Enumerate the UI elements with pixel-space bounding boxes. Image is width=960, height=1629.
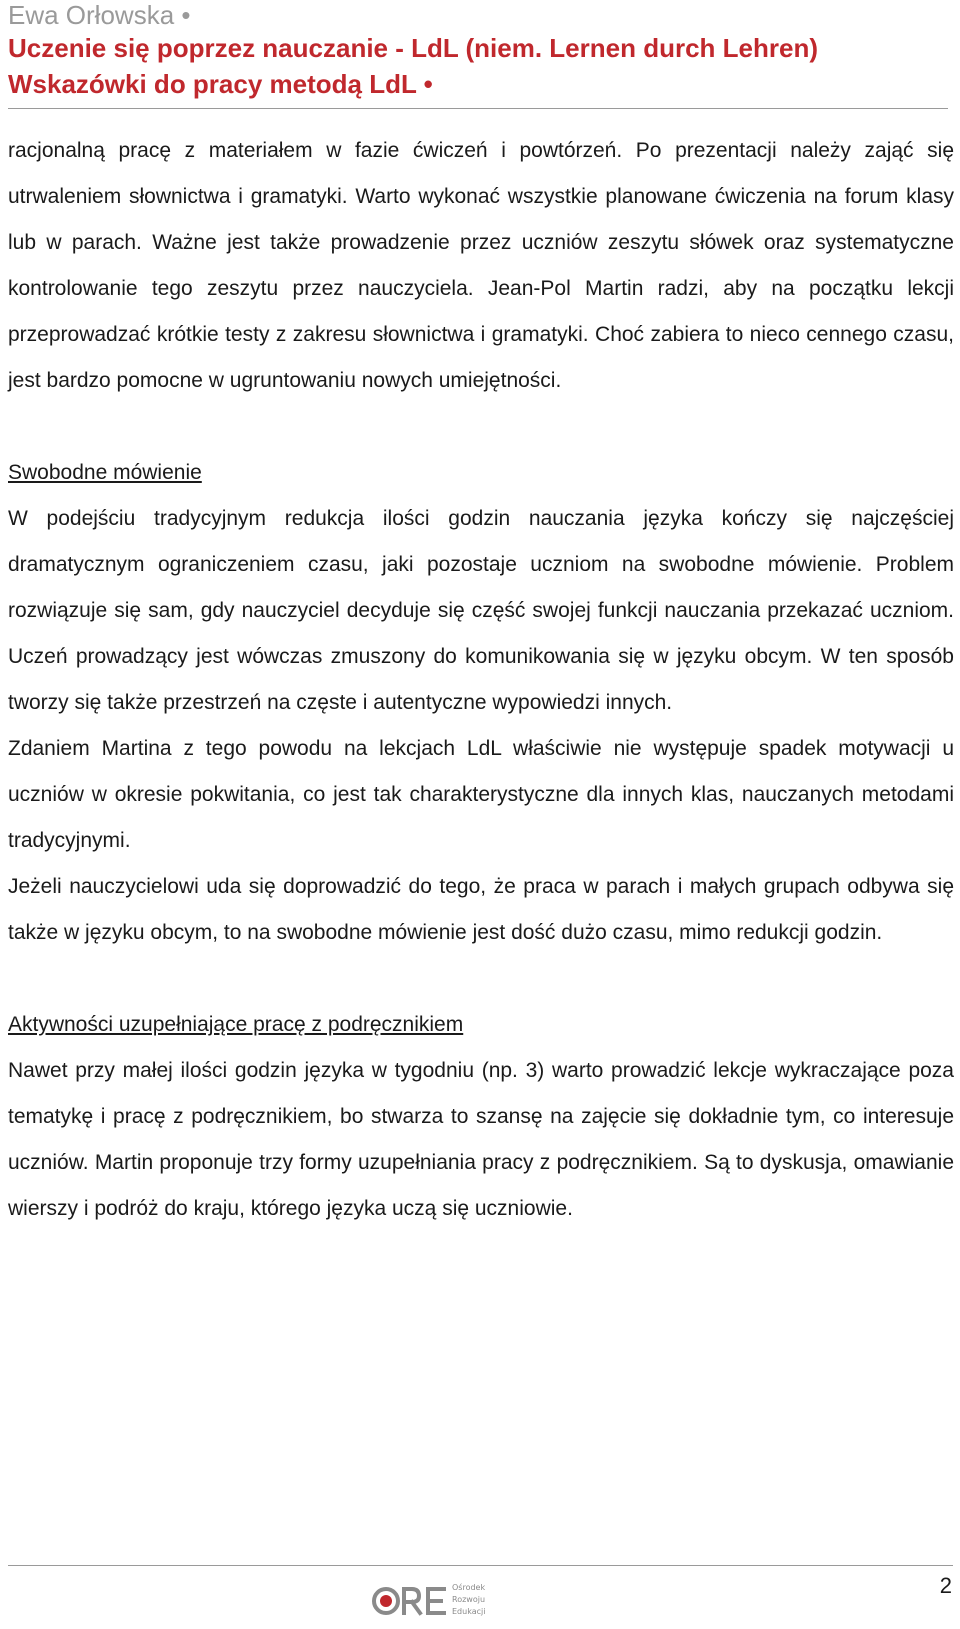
header-divider bbox=[8, 108, 948, 109]
section-heading-aktywnosci: Aktywności uzupełniające pracę z podręcznikiem bbox=[8, 1013, 464, 1036]
ore-logo bbox=[372, 1578, 512, 1624]
section2-paragraph: Nawet przy małej ilości godzin języka w tygodniu (np. 3) warto prowadzić lekcje wykraczające poza tematykę i pracę z podręcznikiem, bo stwarza to szansę na zajęcie się dokładnie tym, co interesuje uczniów. Martin proponuje trzy formy uzupełniania pracy z podręcznikiem. Są to dyskusja, omawianie wierszy i podróż do kraju, którego języka uczą się uczniowie. bbox=[8, 1059, 954, 1220]
header-title-line1: Uczenie się poprzez nauczanie - LdL (niem. Lernen durch Lehren) bbox=[8, 33, 818, 63]
intro-paragraph: racjonalną pracę z materiałem w fazie ćwiczeń i powtórzeń. Po prezentacji należy zająć się utrwaleniem słownictwa i gramatyki. Warto wykonać wszystkie planowane ćwiczenia na forum klasy lub w parach. Ważne jest także prowadzenie przez uczniów zeszytu słówek oraz systematyczne kontrolowanie tego zeszytu przez nauczyciela. Jean-Pol Martin radzi, aby na początku lekcji przeprowadzać krótkie testy z zakresu słownictwa i gramatyki. Choć zabiera to nieco cennego czasu, jest bardzo pomocne w ugruntowaniu nowych umiejętności. bbox=[8, 139, 954, 392]
footer-divider bbox=[8, 1565, 953, 1566]
section-heading-swobodne-mowienie: Swobodne mówienie bbox=[8, 461, 202, 484]
section1-paragraph-2: Zdaniem Martina z tego powodu na lekcjach LdL właściwie nie występuje spadek motywacji u uczniów w okresie pokwitania, co jest tak charakterystyczne dla innych klas, nauczanych metodami tradycyjnymi. bbox=[8, 737, 954, 852]
page-header bbox=[8, 0, 948, 102]
ore-logo-line3: Edukacji bbox=[452, 1607, 486, 1616]
ore-logo-line1: Ośrodek bbox=[452, 1583, 486, 1592]
ore-logo-icon bbox=[372, 1578, 452, 1624]
paragraph-gap bbox=[8, 404, 954, 450]
header-title-line2: Wskazówki do pracy metodą LdL • bbox=[8, 69, 433, 99]
header-author: Ewa Orłowska • bbox=[8, 0, 191, 30]
document-body bbox=[8, 128, 954, 1232]
paragraph-gap bbox=[8, 956, 954, 1002]
ore-logo-text bbox=[452, 1582, 485, 1618]
section1-paragraph-1: W podejściu tradycyjnym redukcja ilości godzin nauczania języka kończy się najczęściej dramatycznym ograniczeniem czasu, jaki pozostaje uczniom na swobodne mówienie. Problem rozwiązuje się sam, gdy nauczyciel decyduje się część swojej funkcji nauczania przekazać uczniom. Uczeń prowadzący jest wówczas zmuszony do komunikowania się w języku obcym. W ten sposób tworzy się także przestrzeń na częste i autentyczne wypowiedzi innych. bbox=[8, 507, 954, 714]
ore-logo-line2: Rozwoju bbox=[452, 1595, 486, 1604]
page-number: 2 bbox=[939, 1573, 952, 1598]
section1-paragraph-3: Jeżeli nauczycielowi uda się doprowadzić do tego, że praca w parach i małych grupach odbywa się także w języku obcym, to na swobodne mówienie jest dość dużo czasu, mimo redukcji godzin. bbox=[8, 875, 954, 944]
